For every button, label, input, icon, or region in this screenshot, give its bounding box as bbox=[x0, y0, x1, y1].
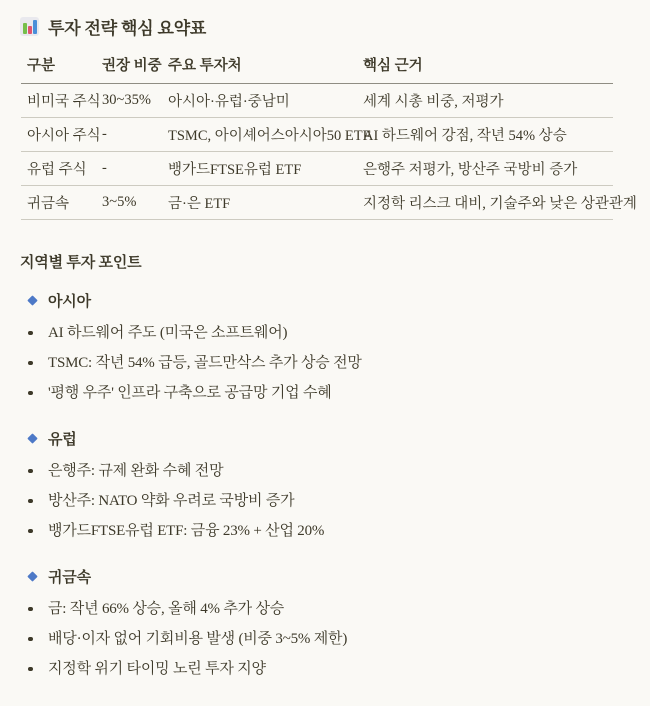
bullet-item: TSMC: 작년 54% 급등, 골드만삭스 추가 상승 전망 bbox=[20, 348, 630, 378]
cell-category: 유럽 주식 bbox=[21, 151, 102, 185]
cell-weight: - bbox=[102, 151, 168, 185]
bullet-item: 지정학 위기 타이밍 노린 투자 지양 bbox=[20, 654, 630, 684]
bullet-item: 금: 작년 66% 상승, 올해 4% 추가 상승 bbox=[20, 594, 630, 624]
cell-rationale: 지정학 리스크 대비, 기술주와 낮은 상관관계 bbox=[363, 185, 613, 219]
bullet-item: '평행 우주' 인프라 구축으로 공급망 기업 수혜 bbox=[20, 378, 630, 408]
section-heading-label: 귀금속 bbox=[48, 569, 91, 586]
bullet-item: 배당·이자 없어 기회비용 발생 (비중 3~5% 제한) bbox=[20, 624, 630, 654]
regional-points-heading: 지역별 투자 포인트 bbox=[20, 254, 142, 271]
cell-investments: TSMC, 아이셰어스아시아50 ETF bbox=[168, 117, 363, 151]
cell-weight: 30~35% bbox=[102, 83, 168, 117]
header-main-investments: 주요 투자처 bbox=[168, 46, 363, 83]
table-header-row bbox=[21, 46, 613, 83]
cell-weight: - bbox=[102, 117, 168, 151]
bullet-item: AI 하드웨어 주도 (미국은 소프트웨어) bbox=[20, 318, 630, 348]
section-heading-europe bbox=[20, 428, 630, 449]
asia-bullet-list bbox=[20, 318, 630, 408]
cell-category: 아시아 주식 bbox=[21, 117, 102, 151]
bar-chart-icon-pink-bar bbox=[28, 26, 32, 34]
blue-diamond-icon bbox=[27, 571, 37, 581]
investment-summary-table bbox=[21, 46, 637, 220]
bar-chart-icon-blue-bar bbox=[33, 20, 37, 34]
cell-rationale: 세계 시총 비중, 저평가 bbox=[363, 83, 613, 117]
blue-diamond-icon bbox=[27, 433, 37, 443]
bar-chart-icon bbox=[20, 17, 39, 36]
section-heading-label: 유럽 bbox=[48, 431, 77, 448]
section-heading-asia bbox=[20, 290, 630, 311]
table-row bbox=[21, 117, 613, 151]
cell-investments: 뱅가드FTSE유럽 ETF bbox=[168, 151, 363, 185]
header-key-rationale: 핵심 근거 bbox=[363, 46, 613, 83]
bullet-item: 은행주: 규제 완화 수혜 전망 bbox=[20, 456, 630, 486]
cell-category: 비미국 주식 bbox=[21, 83, 102, 117]
europe-bullet-list bbox=[20, 456, 630, 546]
cell-weight: 3~5% bbox=[102, 185, 168, 219]
cell-rationale: AI 하드웨어 강점, 작년 54% 상승 bbox=[363, 117, 613, 151]
cell-investments: 금·은 ETF bbox=[168, 185, 363, 219]
table-row bbox=[21, 185, 613, 219]
cell-investments: 아시아·유럽·중남미 bbox=[168, 83, 363, 117]
table-row bbox=[21, 151, 613, 185]
precious-metals-bullet-list bbox=[20, 594, 630, 684]
table-row bbox=[21, 83, 613, 117]
cell-category: 귀금속 bbox=[21, 185, 102, 219]
section-precious-metals bbox=[20, 566, 630, 684]
section-heading-label: 아시아 bbox=[48, 293, 91, 310]
bullet-item: 뱅가드FTSE유럽 ETF: 금융 23% + 산업 20% bbox=[20, 516, 630, 546]
page-title-row bbox=[20, 14, 630, 38]
cell-rationale: 은행주 저평가, 방산주 국방비 증가 bbox=[363, 151, 613, 185]
bar-chart-icon-green-bar bbox=[23, 23, 27, 34]
section-europe bbox=[20, 428, 630, 546]
page-title: 투자 전략 핵심 요약표 bbox=[48, 18, 207, 38]
blue-diamond-icon bbox=[27, 295, 37, 305]
section-asia bbox=[20, 290, 630, 408]
section-heading-precious-metals bbox=[20, 566, 630, 587]
header-category: 구분 bbox=[21, 46, 102, 83]
bullet-item: 방산주: NATO 약화 우려로 국방비 증가 bbox=[20, 486, 630, 516]
document-body bbox=[0, 14, 650, 684]
header-recommended-weight: 권장 비중 bbox=[102, 46, 168, 83]
